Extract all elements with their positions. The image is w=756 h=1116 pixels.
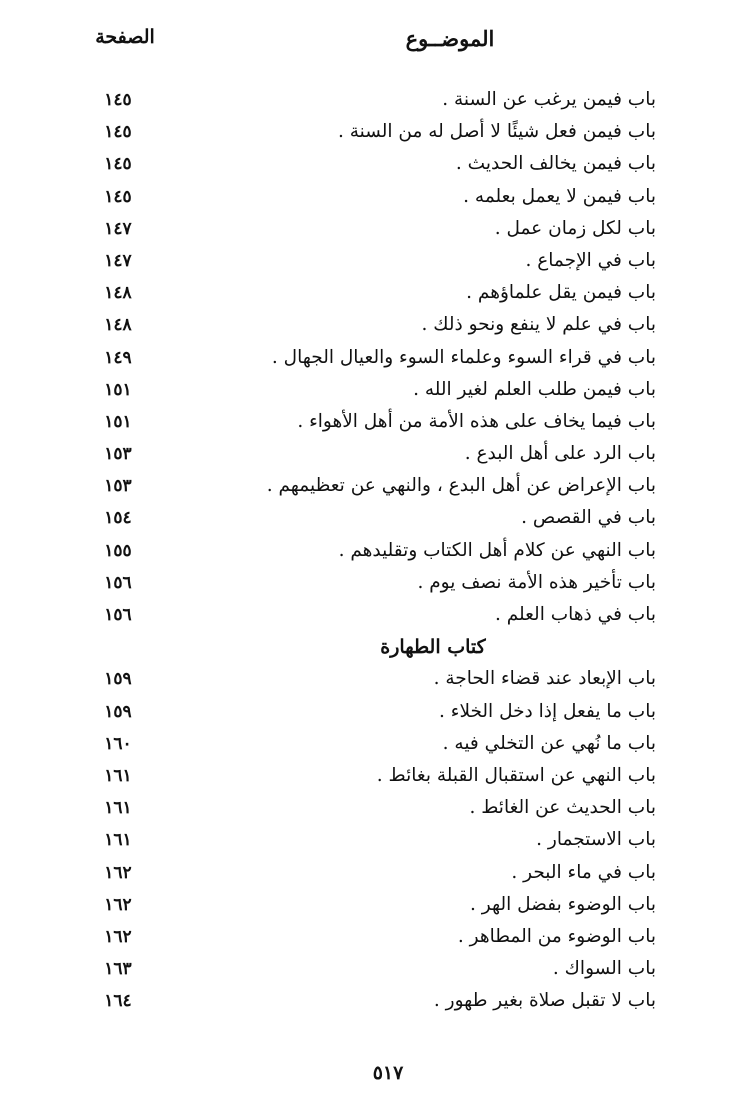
entry-page-number: ١٦١ <box>104 765 132 786</box>
table-of-contents <box>0 84 756 1017</box>
entry-page-number: ١٥٦ <box>104 605 132 625</box>
entry-title: باب الإعراض عن أهل البدع ، والنهي عن تعظيمهم . <box>266 475 656 497</box>
toc-entry <box>0 792 756 824</box>
entry-page-number: ١٥١ <box>104 411 132 432</box>
entry-title: باب فيمن يخالف الحديث . <box>455 153 656 175</box>
entry-page-number: ١٤٥ <box>104 186 132 207</box>
entry-title: باب لا تقبل صلاة بغير طهور . <box>433 990 656 1012</box>
toc-entry <box>0 277 756 309</box>
entry-page-number: ١٦٤ <box>104 991 132 1012</box>
toc-entry <box>0 342 756 374</box>
toc-entry <box>0 309 756 341</box>
footer-page-number: ٥١٧ <box>372 1062 404 1084</box>
topic-column-heading: الموضــوع <box>405 26 495 51</box>
toc-entry <box>0 438 756 470</box>
entry-page-number: ١٥٣ <box>104 476 132 497</box>
entry-page-number: ١٦٣ <box>104 959 132 980</box>
toc-entry <box>0 470 756 502</box>
entry-page-number: ١٥٦ <box>104 572 132 593</box>
entry-title: باب فيمن يقل علماؤهم . <box>466 282 656 304</box>
entry-page-number: ١٤٧ <box>104 250 132 271</box>
entry-title: باب الاستجمار . <box>536 829 656 851</box>
entry-page-number: ١٤٧ <box>104 218 132 239</box>
toc-entry <box>0 181 756 213</box>
entry-title: باب الحديث عن الغائط . <box>469 797 656 819</box>
entry-page-number: ١٤٨ <box>104 315 132 336</box>
entry-title: باب لكل زمان عمل . <box>494 217 656 239</box>
entry-page-number: ١٤٥ <box>104 154 132 175</box>
entry-title: باب الإبعاد عند قضاء الحاجة . <box>433 668 656 690</box>
entry-title: باب في القصص . <box>521 507 656 529</box>
entry-page-number: ١٥٩ <box>104 701 132 722</box>
entry-title: باب الرد على أهل البدع . <box>464 443 656 465</box>
entry-page-number: ١٤٩ <box>104 347 132 368</box>
entry-page-number: ١٦٢ <box>104 926 132 947</box>
toc-entry <box>0 567 756 599</box>
toc-entry <box>0 84 756 116</box>
entry-title: باب فيما يخاف على هذه الأمة من أهل الأهواء . <box>297 410 656 432</box>
toc-entry <box>0 953 756 985</box>
entry-page-number: ١٥٤ <box>104 508 132 529</box>
entry-title: باب فيمن لا يعمل بعلمه . <box>463 185 656 207</box>
entry-title: باب ما نُهي عن التخلي فيه . <box>442 732 656 754</box>
toc-entry <box>0 921 756 953</box>
entry-title: باب في علم لا ينفع ونحو ذلك . <box>421 314 656 336</box>
toc-entry <box>0 663 756 695</box>
entry-title: باب النهي عن كلام أهل الكتاب وتقليدهم . <box>338 539 656 561</box>
entry-title: باب في ذهاب العلم . <box>494 604 656 625</box>
toc-entry <box>0 116 756 148</box>
entry-title: باب الوضوء بفضل الهر . <box>470 893 656 915</box>
entry-title: باب فيمن فعل شيئًا لا أصل له من السنة . <box>337 121 656 143</box>
toc-entry <box>0 857 756 889</box>
toc-entry <box>0 728 756 760</box>
toc-entry <box>0 213 756 245</box>
entry-page-number: ١٦٢ <box>104 894 132 915</box>
toc-entry <box>0 374 756 406</box>
entry-title: باب في ماء البحر . <box>511 861 656 883</box>
toc-entry <box>0 985 756 1017</box>
toc-entry <box>0 824 756 856</box>
entry-title: باب السواك . <box>552 958 656 980</box>
entry-page-number: ١٦١ <box>104 830 132 851</box>
toc-entry <box>0 696 756 728</box>
entry-page-number: ١٤٥ <box>104 122 132 143</box>
entry-page-number: ١٥١ <box>104 379 132 400</box>
entry-title: باب في قراء السوء وعلماء السوء والعيال الجهال . <box>271 346 656 368</box>
toc-entry <box>0 599 756 631</box>
entry-page-number: ١٥٣ <box>104 444 132 465</box>
entry-page-number: ١٦١ <box>104 798 132 819</box>
entry-page-number: ١٦٠ <box>104 733 132 754</box>
entry-page-number: ١٤٥ <box>104 90 132 110</box>
entry-page-number: ١٦٢ <box>104 862 132 883</box>
entry-title: باب في الإجماع . <box>525 249 656 271</box>
toc-entry <box>0 535 756 567</box>
entry-title: باب ما يفعل إذا دخل الخلاء . <box>438 700 656 722</box>
section-title: كتاب الطهارة <box>380 636 486 659</box>
entry-page-number: ١٥٥ <box>104 540 132 561</box>
toc-entry <box>0 889 756 921</box>
page-footer <box>0 1062 756 1084</box>
toc-entry <box>0 502 756 534</box>
entry-page-number: ١٥٩ <box>104 669 132 690</box>
entry-title: باب النهي عن استقبال القبلة بغائط . <box>376 764 656 786</box>
page-column-heading: الصفحة <box>95 26 155 48</box>
toc-entry <box>0 148 756 180</box>
entry-page-number: ١٤٨ <box>104 283 132 304</box>
toc-entry <box>0 760 756 792</box>
entry-title: باب فيمن طلب العلم لغير الله . <box>413 378 656 400</box>
toc-entry <box>0 245 756 277</box>
entry-title: باب تأخير هذه الأمة نصف يوم . <box>417 571 656 593</box>
section-heading <box>0 631 756 663</box>
table-header <box>0 26 756 58</box>
entry-title: باب فيمن يرغب عن السنة . <box>442 89 656 110</box>
toc-entry <box>0 406 756 438</box>
entry-title: باب الوضوء من المطاهر . <box>457 925 656 947</box>
